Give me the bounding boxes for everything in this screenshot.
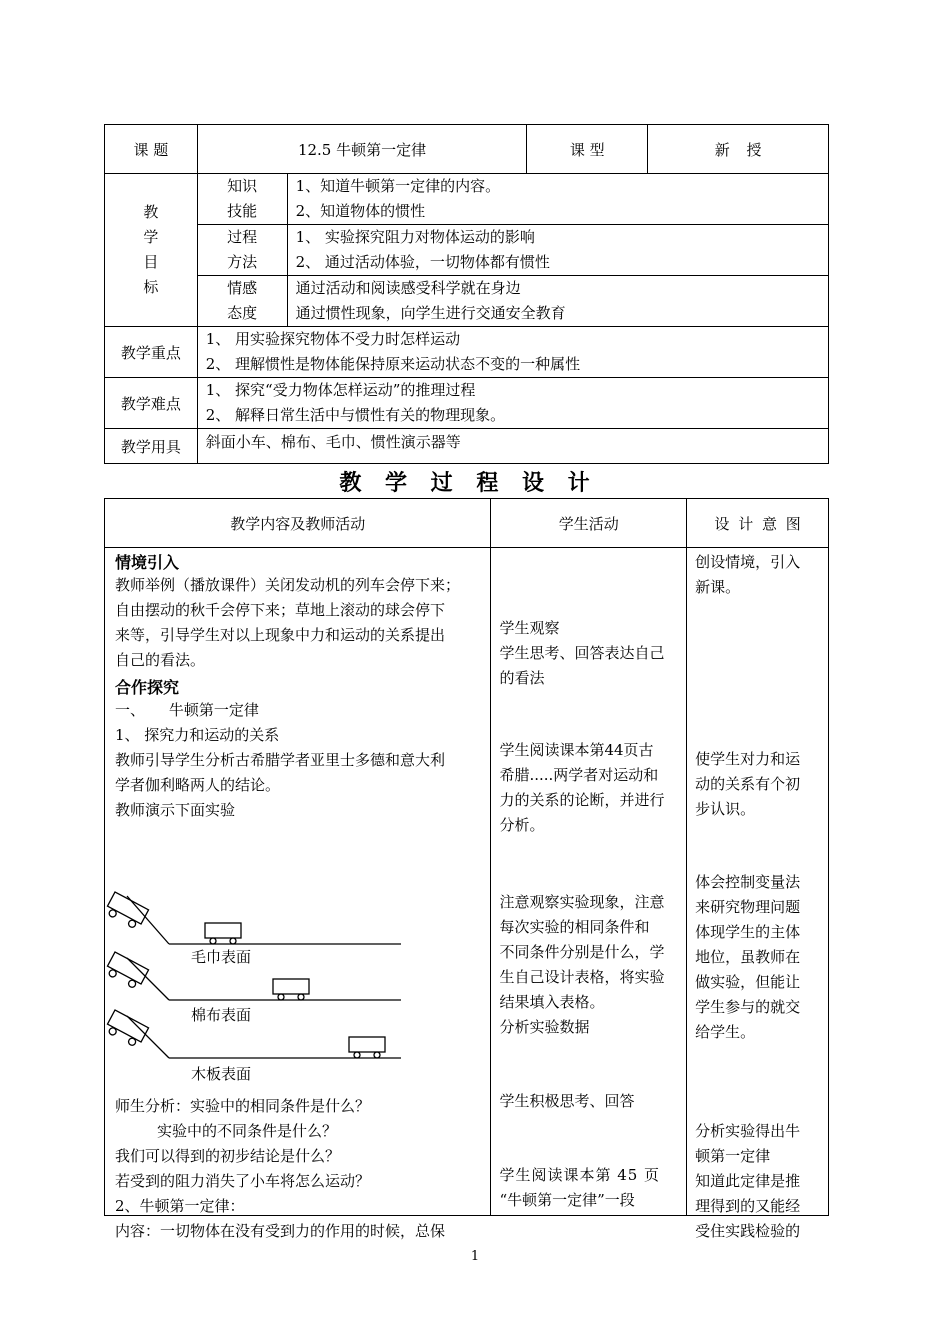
incline-cart-diagram [105, 886, 415, 1086]
section-explore-title: 合作探究 [115, 678, 180, 697]
student-activity-1: 学生观察 学生思考、回答表达自己 的看法 [499, 619, 665, 687]
cart-stopped-icon [349, 1037, 385, 1058]
goal-items-attitude: 通过活动和阅读感受科学就在身边 通过惯性现象，向学生进行交通安全教育 [287, 276, 828, 327]
goal-category-knowledge: 知识 技能 [197, 174, 287, 225]
cart-on-ramp-icon [105, 952, 149, 991]
section-intro-text: 教师举例（播放课件）关闭发动机的列车会停下来； 自由摆动的秋千会停下来；草地上滚动的球会停下 来等，引导学生对以上现象中力和运动的关系提出 自己的看法。 [115, 576, 461, 669]
surface-label-towel: 毛巾表面 [191, 948, 252, 966]
section-intro-title: 情境引入 [115, 553, 180, 572]
process-title: 教 学 过 程 设 计 [339, 471, 594, 496]
tools-label: 教学用具 [105, 429, 198, 464]
header-design: 设 计 意 图 [687, 499, 829, 548]
student-activity-3: 注意观察实验现象，注意 每次实验的相同条件和 不同条件分别是什么，学 生自己设计表格，将实验 结果填入表格。 分析实验数据 [499, 893, 665, 1036]
key-points: 1、 用实验探究物体不受力时怎样运动 2、 理解惯性是物体能保持原来运动状态不变的一种属性 [197, 327, 828, 378]
section-explore-text: 一、 牛顿第一定律 1、 探究力和运动的关系 教师引导学生分析古希腊学者亚里士多德和意大利 学者伽利略两人的结论。 教师演示下面实验 [115, 701, 446, 819]
student-column [491, 548, 687, 1216]
teacher-column [105, 548, 491, 1240]
analysis-text: 师生分析：实验中的相同条件是什么？ 实验中的不同条件是什么？ 我们可以得到的初步结论是什么？ 若受到的阻力消失了小车将怎么运动？ 2、牛顿第一定律： 内容：一切物体在没有受到力的作用的时候，总保 [115, 1097, 446, 1240]
student-activity-4: 学生积极思考、回答 [499, 1092, 635, 1110]
goal-items-knowledge: 1、知道牛顿第一定律的内容。 2、知道物体的惯性 [287, 174, 828, 225]
design-intent-3: 体会控制变量法 来研究物理问题 体现学生的主体 地位，虽教师在 做实验，但能让 学生参与的就交 给学生。 [695, 873, 801, 1041]
page-number: 1 [470, 1249, 480, 1264]
student-activity-5-text: 学生阅读课本第 45 页 “牛顿第一定律”一段 [499, 1166, 661, 1209]
goal-category-process: 过程 方法 [197, 225, 287, 276]
design-intent-4: 分析实验得出牛 顿第一定律 知道此定律是推 理得到的又能经 受住实践检验的 [695, 1122, 801, 1240]
goals-label: 教 学 目 标 [105, 174, 198, 327]
cart-stopped-icon [273, 979, 309, 1000]
lesson-label: 课 题 [105, 125, 198, 174]
student-activity-2: 学生阅读课本第44页古 希腊.....两学者对运动和 力的关系的论断，并进行 分析。 [499, 741, 665, 834]
design-column [687, 548, 829, 1240]
lesson-info-table [104, 124, 829, 464]
difficulties-label: 教学难点 [105, 378, 198, 429]
header-teacher: 教学内容及教师活动 [105, 499, 491, 548]
ramp-line [127, 1016, 169, 1058]
tools: 斜面小车、棉布、毛巾、惯性演示器等 [197, 429, 828, 464]
cart-on-ramp-icon [105, 1010, 149, 1049]
goal-category-attitude: 情感 态度 [197, 276, 287, 327]
goal-items-process: 1、 实验探究阻力对物体运动的影响 2、 通过活动体验，一切物体都有惯性 [287, 225, 828, 276]
process-table [104, 498, 829, 1240]
key-points-label: 教学重点 [105, 327, 198, 378]
type-value: 新 授 [648, 125, 829, 174]
cart-on-ramp-icon [105, 892, 149, 931]
type-label: 课 型 [527, 125, 648, 174]
header-student: 学生活动 [491, 499, 687, 548]
surface-label-cotton: 棉布表面 [191, 1006, 252, 1024]
surface-label-board: 木板表面 [191, 1065, 252, 1083]
difficulties: 1、 探究“受力物体怎样运动”的推理过程 2、 解释日常生活中与惯性有关的物理现象。 [197, 378, 828, 429]
ramp-line [127, 958, 169, 1000]
cart-stopped-icon [205, 923, 241, 944]
design-intent-1: 创设情境，引入 新课。 [695, 553, 801, 596]
lesson-title: 12.5 牛顿第一定律 [197, 125, 527, 174]
design-intent-2: 使学生对力和运 动的关系有个初 步认识。 [695, 750, 801, 818]
